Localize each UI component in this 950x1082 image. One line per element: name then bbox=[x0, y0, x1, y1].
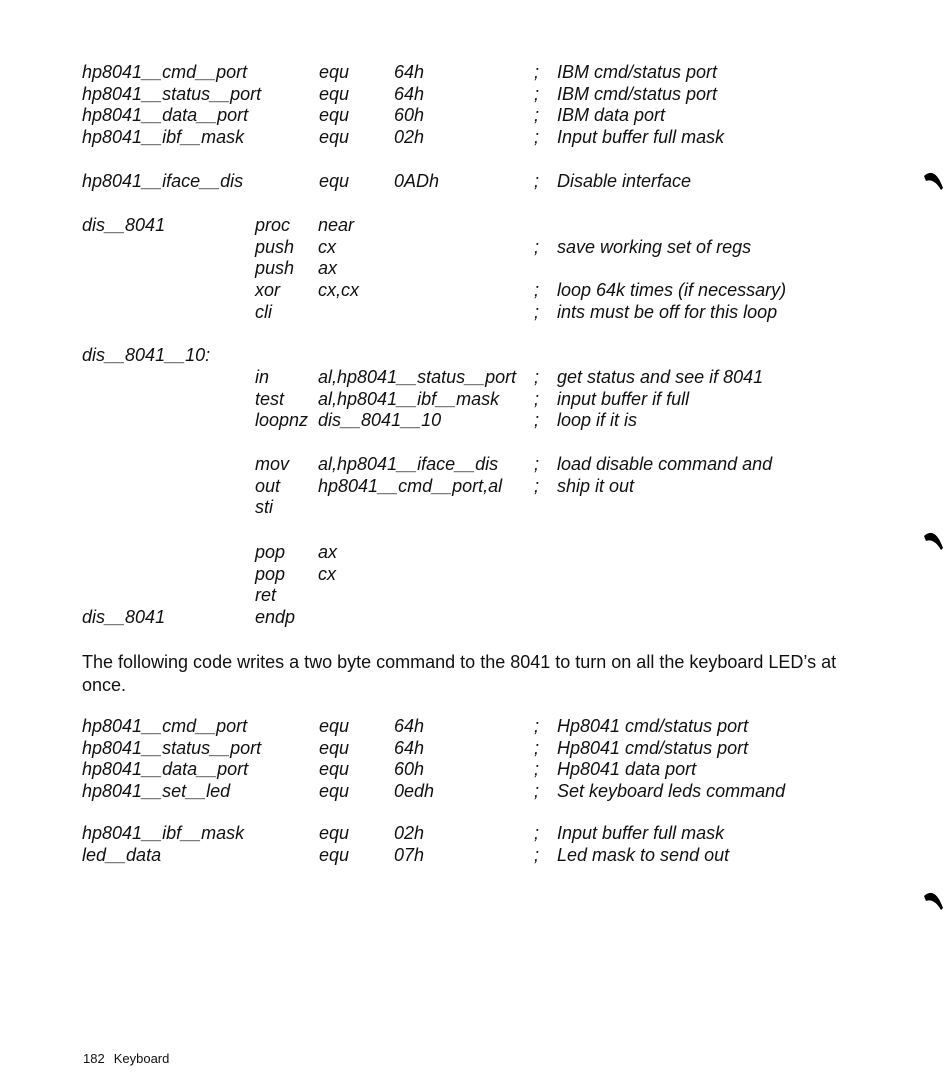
code-operand: 02h bbox=[394, 823, 425, 843]
code-line bbox=[0, 716, 950, 738]
comment-separator: ; bbox=[534, 280, 540, 301]
code-comment: Set keyboard leds command bbox=[557, 781, 786, 802]
comment-separator: ; bbox=[534, 301, 540, 322]
code-opcode: equ bbox=[319, 127, 350, 148]
code-comment: Led mask to send out bbox=[557, 844, 730, 865]
comment-separator: ; bbox=[534, 844, 540, 865]
code-label: dis__8041__10: bbox=[82, 345, 211, 365]
code-opcode: equ bbox=[319, 171, 350, 191]
code-opcode: equ bbox=[319, 844, 350, 865]
code-label: hp8041__iface__dis bbox=[82, 171, 244, 191]
code-line bbox=[0, 564, 950, 586]
code-label: hp8041__ibf__mask bbox=[82, 127, 245, 148]
comment-separator: ; bbox=[534, 171, 540, 191]
equ-iface-line bbox=[0, 171, 950, 193]
code-opcode: push bbox=[255, 236, 295, 257]
comment-separator: ; bbox=[534, 388, 540, 409]
code-line bbox=[0, 367, 950, 389]
code-opcode: pop bbox=[255, 563, 286, 584]
equ-block-ibm bbox=[0, 62, 950, 149]
page-number: 182 bbox=[83, 1051, 105, 1066]
code-opcode: sti bbox=[255, 497, 273, 518]
code-opcode: push bbox=[255, 258, 295, 279]
code-line bbox=[0, 845, 950, 867]
code-line bbox=[0, 389, 950, 411]
code-opcode: proc bbox=[255, 215, 291, 235]
code-operand: 60h bbox=[394, 105, 425, 126]
code-label: hp8041__data__port bbox=[82, 105, 249, 126]
comment-separator: ; bbox=[534, 62, 540, 82]
code-operand: hp8041__cmd__port,al bbox=[318, 475, 503, 496]
code-comment: Hp8041 data port bbox=[557, 759, 697, 780]
code-comment: IBM cmd/status port bbox=[557, 83, 718, 104]
code-operand: dis__8041__10 bbox=[318, 410, 442, 431]
code-comment: ints must be off for this loop bbox=[557, 301, 778, 322]
code-comment: Hp8041 cmd/status port bbox=[557, 737, 749, 758]
code-line bbox=[0, 476, 950, 498]
code-operand: near bbox=[318, 215, 355, 235]
code-opcode: equ bbox=[319, 781, 350, 802]
code-line bbox=[0, 171, 950, 193]
code-label: hp8041__set__led bbox=[82, 781, 231, 802]
code-opcode: equ bbox=[319, 62, 350, 82]
code-opcode: equ bbox=[319, 823, 350, 843]
proc-block bbox=[0, 215, 950, 323]
comment-separator: ; bbox=[534, 716, 540, 736]
code-line bbox=[0, 585, 950, 607]
code-opcode: equ bbox=[319, 83, 350, 104]
comment-separator: ; bbox=[534, 105, 540, 126]
code-operand: al,hp8041__ibf__mask bbox=[318, 388, 500, 409]
code-comment: Hp8041 cmd/status port bbox=[557, 716, 749, 736]
code-opcode: ret bbox=[255, 585, 277, 606]
code-label: hp8041__status__port bbox=[82, 737, 262, 758]
code-opcode: mov bbox=[255, 454, 290, 474]
code-opcode: equ bbox=[319, 716, 350, 736]
code-line bbox=[0, 542, 950, 564]
code-label: dis__8041 bbox=[82, 215, 166, 235]
code-opcode: pop bbox=[255, 542, 286, 562]
footer-section: Keyboard bbox=[113, 1051, 170, 1066]
code-comment: Disable interface bbox=[557, 171, 692, 191]
code-operand: 0ADh bbox=[394, 171, 440, 191]
registration-mark-icon bbox=[923, 528, 945, 552]
code-line bbox=[0, 607, 950, 629]
code-line bbox=[0, 497, 950, 519]
code-comment: Input buffer full mask bbox=[557, 127, 725, 148]
code-operand: al,hp8041__iface__dis bbox=[318, 454, 499, 474]
code-operand: ax bbox=[318, 542, 338, 562]
code-line bbox=[0, 345, 950, 367]
code-line bbox=[0, 738, 950, 760]
code-operand: 64h bbox=[394, 62, 425, 82]
code-operand: 64h bbox=[394, 83, 425, 104]
code-opcode: in bbox=[255, 367, 270, 387]
code-line bbox=[0, 759, 950, 781]
code-label: dis__8041 bbox=[82, 607, 166, 628]
code-operand: cx bbox=[318, 563, 336, 584]
code-opcode: xor bbox=[255, 280, 281, 301]
code-comment: Input buffer full mask bbox=[557, 823, 725, 843]
code-line bbox=[0, 105, 950, 127]
send-block bbox=[0, 454, 950, 519]
code-line bbox=[0, 280, 950, 302]
code-label: hp8041__ibf__mask bbox=[82, 823, 245, 843]
code-operand: 07h bbox=[394, 844, 425, 865]
code-comment: get status and see if 8041 bbox=[557, 367, 764, 387]
code-comment: ship it out bbox=[557, 475, 635, 496]
pop-block bbox=[0, 542, 950, 629]
code-opcode: test bbox=[255, 388, 285, 409]
code-operand: 60h bbox=[394, 759, 425, 780]
code-opcode: equ bbox=[319, 105, 350, 126]
code-operand: al,hp8041__status__port bbox=[318, 367, 517, 387]
comment-separator: ; bbox=[534, 823, 540, 843]
code-label: hp8041__cmd__port bbox=[82, 62, 248, 82]
code-line bbox=[0, 410, 950, 432]
equ-block-led bbox=[0, 823, 950, 866]
page-footer bbox=[83, 1051, 178, 1066]
code-label: hp8041__data__port bbox=[82, 759, 249, 780]
registration-mark-icon bbox=[923, 168, 945, 192]
comment-separator: ; bbox=[534, 475, 540, 496]
code-opcode: cli bbox=[255, 301, 272, 322]
comment-separator: ; bbox=[534, 236, 540, 257]
code-operand: 64h bbox=[394, 716, 425, 736]
code-comment: save working set of regs bbox=[557, 236, 752, 257]
comment-separator: ; bbox=[534, 737, 540, 758]
code-line bbox=[0, 84, 950, 106]
comment-separator: ; bbox=[534, 781, 540, 802]
code-line bbox=[0, 127, 950, 149]
code-line bbox=[0, 454, 950, 476]
code-operand: ax bbox=[318, 258, 338, 279]
code-line bbox=[0, 302, 950, 324]
loop-label-line bbox=[0, 345, 950, 367]
code-line bbox=[0, 62, 950, 84]
code-comment: load disable command and bbox=[557, 454, 773, 474]
code-line bbox=[0, 781, 950, 803]
code-label: hp8041__status__port bbox=[82, 83, 262, 104]
code-comment: IBM cmd/status port bbox=[557, 62, 718, 82]
code-label: led__data bbox=[82, 844, 162, 865]
comment-separator: ; bbox=[534, 367, 540, 387]
comment-separator: ; bbox=[534, 410, 540, 431]
code-operand: 64h bbox=[394, 737, 425, 758]
equ-block-hp bbox=[0, 716, 950, 803]
code-line bbox=[0, 258, 950, 280]
code-line bbox=[0, 823, 950, 845]
code-comment: loop if it is bbox=[557, 410, 638, 431]
registration-mark-icon bbox=[923, 888, 945, 912]
comment-separator: ; bbox=[534, 454, 540, 474]
code-operand: cx bbox=[318, 236, 336, 257]
code-line bbox=[0, 237, 950, 259]
comment-separator: ; bbox=[534, 127, 540, 148]
code-opcode: loopnz bbox=[255, 410, 309, 431]
code-operand: 02h bbox=[394, 127, 425, 148]
comment-separator: ; bbox=[534, 759, 540, 780]
comment-separator: ; bbox=[534, 83, 540, 104]
code-line bbox=[0, 215, 950, 237]
code-operand: 0edh bbox=[394, 781, 435, 802]
code-opcode: equ bbox=[319, 759, 350, 780]
body-paragraph: The following code writes a two byte command to the 8041 to turn on all the keyboard LED’s at once. bbox=[82, 652, 837, 695]
loop-block bbox=[0, 367, 950, 432]
code-comment: loop 64k times (if necessary) bbox=[557, 280, 787, 301]
code-opcode: out bbox=[255, 475, 281, 496]
code-operand: cx,cx bbox=[318, 280, 360, 301]
code-label: hp8041__cmd__port bbox=[82, 716, 248, 736]
code-opcode: equ bbox=[319, 737, 350, 758]
code-opcode: endp bbox=[255, 607, 296, 628]
code-comment: IBM data port bbox=[557, 105, 666, 126]
code-comment: input buffer if full bbox=[557, 388, 690, 409]
